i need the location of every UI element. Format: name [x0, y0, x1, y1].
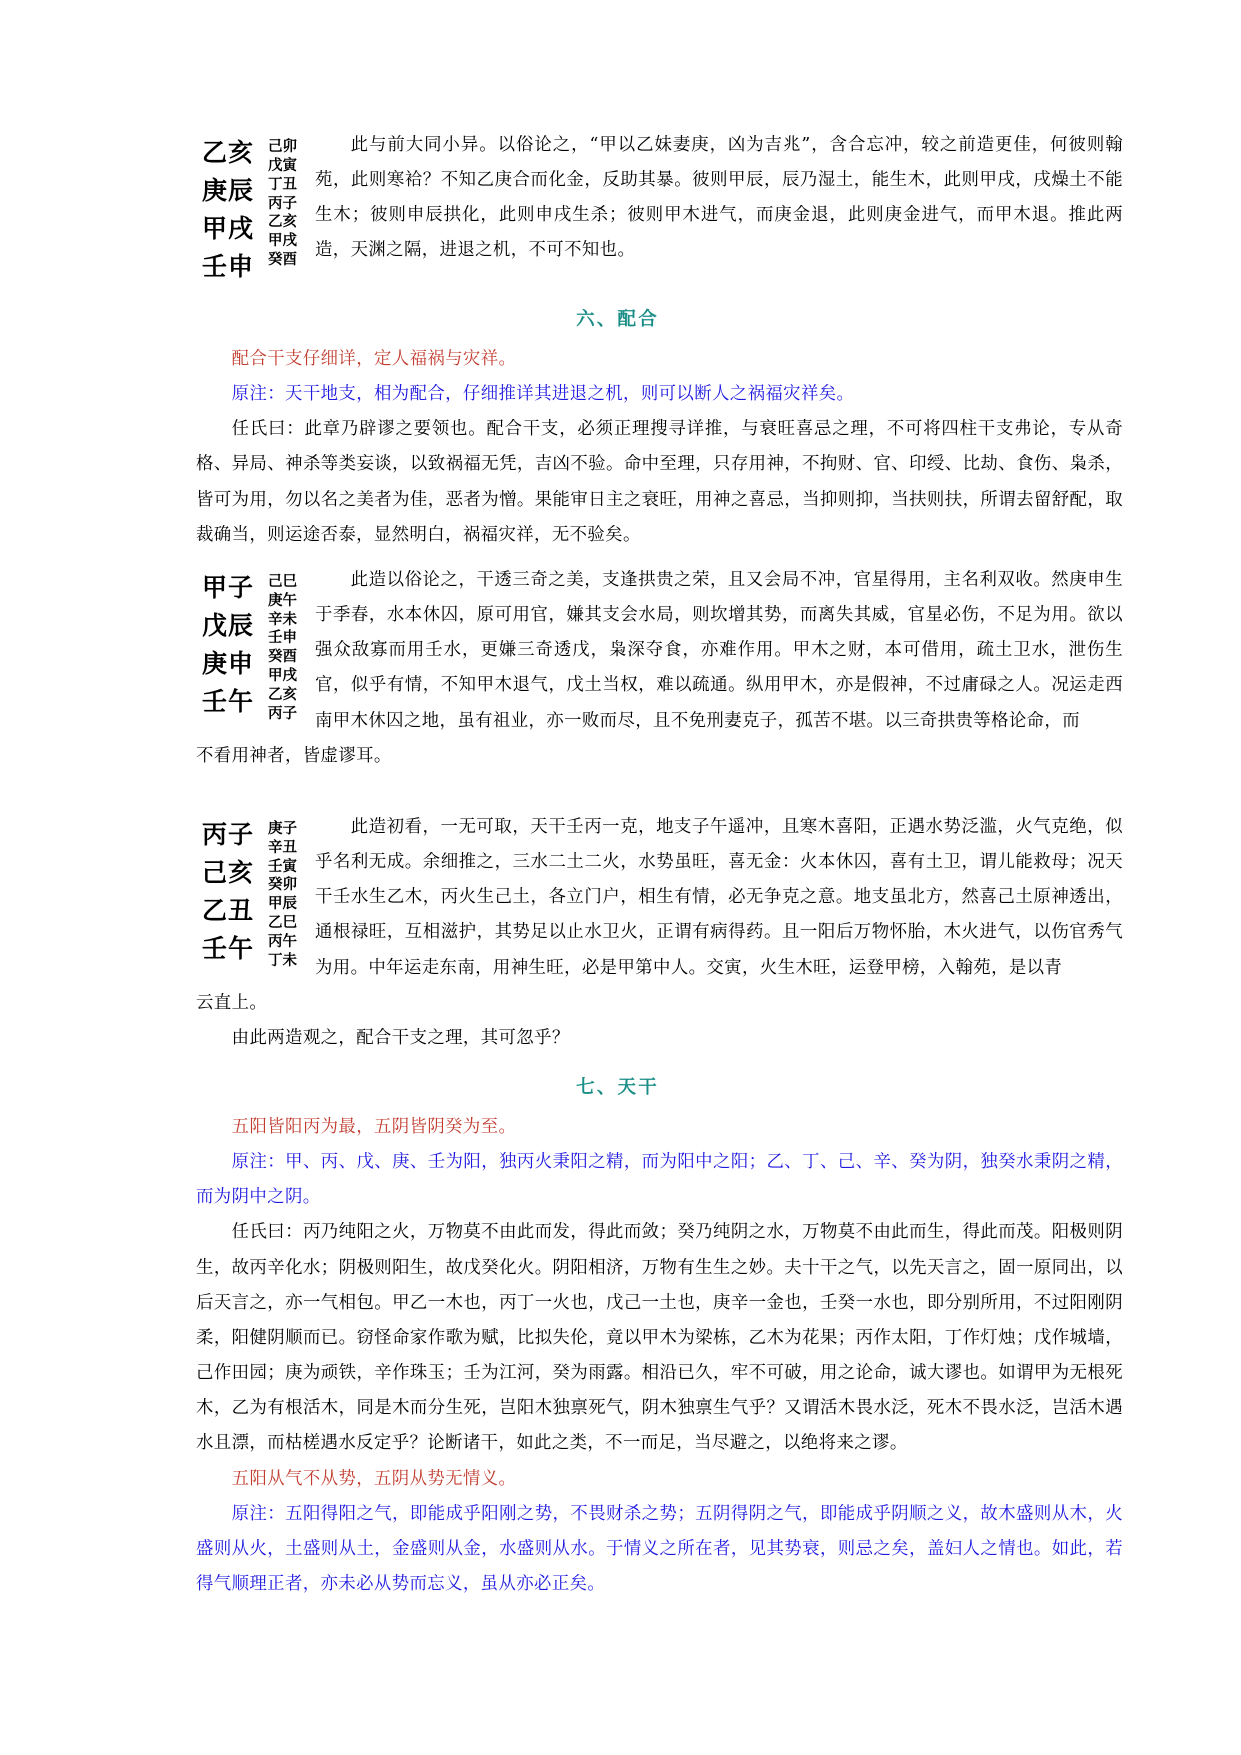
luck-stem: 丁 — [268, 951, 283, 969]
pillar-day: 庚申 — [202, 648, 255, 678]
annotation-tiangan-2: 原注：五阳得阳之气，即能成乎阳刚之势，不畏财杀之势；五阴得阴之气，即能成乎阴顺之义，故木盛则从木，火盛则从火，土盛则从土，金盛则从金，水盛则从水。于情义之所在者，见其势衰，则忌之矣，盖妇人之情也。如此，若得气顺理正者，亦未必从势而忘义，虽从亦必正矣。 — [196, 1503, 1123, 1594]
luck-stem: 甲 — [268, 232, 283, 250]
luck-branch: 亥 — [282, 213, 298, 231]
luck-stem: 辛 — [268, 610, 283, 628]
luck-stem: 甲 — [268, 895, 283, 913]
verse-peihe: 配合干支仔细详，定人福祸与灾祥。 — [231, 349, 517, 369]
luck-stem: 壬 — [268, 857, 283, 875]
annotation-peihe: 原注：天干地支，相为配合，仔细推详其进退之机，则可以断人之祸福灾祥矣。 — [231, 384, 855, 405]
pillar-hour: 壬申 — [202, 252, 255, 281]
pillar-day: 甲戌 — [202, 214, 255, 243]
luck-stem: 壬 — [268, 629, 283, 647]
verse-tiangan-2: 五阳从气不从势，五阴从势无情义。 — [231, 1468, 517, 1489]
verse-tiangan: 五阳皆阳丙为最，五阴皆阴癸为至。 — [231, 1116, 517, 1137]
luck-stem: 乙 — [268, 686, 283, 703]
luck-branch: 丑 — [282, 175, 298, 193]
luck-stem: 乙 — [268, 914, 283, 932]
luck-branch: 亥 — [282, 686, 298, 703]
chart-commentary-3: 此造初看，一无可取，天干壬丙一克，地支子午遥冲，且寒木喜阳，正遇水势泛滥，火气克绝，似乎名利无成。余细推之，三水二土二火，水势虽旺，喜无金：火本休囚，喜有土卫，谓儿能救母；况天干壬水生乙木，丙火生己土，各立门户，相生有情，必无争克之意。地支虽北方，然喜己土原神透出，通根禄旺，互相滋护，其势足以止水卫火，正谓有病得药。且一阳后万物怀胎，木火进气，以伤官秀气为用。中年运走东南，用神生旺，必是甲第中人。交寅，火生木旺，运登甲榜，入翰苑，是以青 — [315, 816, 1123, 978]
pillar-year: 乙亥 — [202, 138, 255, 167]
pillar-month: 己亥 — [202, 857, 255, 887]
spacer — [196, 774, 1123, 800]
luck-stem-column — [268, 820, 283, 971]
chart-commentary-3-tail: 云直上。 — [196, 992, 268, 1013]
luck-stem: 乙 — [268, 213, 283, 231]
luck-stem: 丙 — [268, 704, 283, 722]
four-pillars-3 — [202, 816, 254, 968]
luck-branch: 寅 — [282, 156, 298, 174]
luck-stem-column — [268, 573, 283, 724]
luck-branch: 丑 — [282, 838, 298, 856]
bazi-chart-3 — [202, 816, 297, 971]
chart-block-1 — [196, 128, 1123, 288]
luck-branch-column — [283, 820, 298, 971]
luck-stem: 己 — [268, 572, 283, 590]
pillar-year: 丙子 — [202, 819, 255, 849]
chart-commentary-2: 此造以俗论之，干透三奇之美，支逢拱贵之荣，且又会局不冲，官星得用，主名利双收。然庚申生于季春，水本休囚，原可用官，嫌其支会水局，则坎增其势，而离失其威，官星必伤，不足为用。欲以强众敌寡而用壬水，更嫌三奇透戊，枭深夺食，亦难作用。甲木之财，本可借用，疏土卫水，泄伤生官，似乎有情，不知甲木退气，戊土当权，难以疏通。纵用甲木，亦是假神，不过庸碌之人。况运走西南甲木休囚之地，虽有祖业，亦一败而尽，且不免刑妻克子，孤苦不堪。以三奇拱贵等格论命，而 — [315, 569, 1123, 731]
luck-branch-column — [283, 138, 298, 270]
chart-commentary-1: 此与前大同小异。以俗论之，“甲以乙妹妻庚，凶为吉兆”，含合忘冲，较之前造更佳，何彼则翰苑，此则寒袷？不知乙庚合而化金，反助其暴。彼则甲辰，辰乃湿土，能生木，此则甲戌，戌燥土不能生木；彼则申辰拱化，此则申戌生杀；彼则甲木进气，而庚金退，此则庚金进气，而甲木退。推此两造，天渊之隔，进退之机，不可不知也。 — [315, 135, 1123, 261]
four-pillars-2 — [202, 569, 254, 721]
luck-branch-column — [283, 573, 298, 724]
pillar-day: 乙丑 — [202, 895, 255, 925]
luck-branch: 辰 — [282, 895, 298, 913]
luck-stem: 丙 — [268, 194, 283, 212]
luck-branch: 子 — [282, 819, 298, 837]
section-heading-tiangan: 七、天干 — [576, 1076, 659, 1098]
commentary-tiangan: 任氏曰：丙乃纯阳之火，万物莫不由此而发，得此而敛；癸乃纯阴之水，万物莫不由此而生，得此而茂。阳极则阴生，故丙辛化水；阴极则阳生，故戊癸化火。阴阳相济，万物有生生之妙。夫十干之气，以先天言之，固一原同出，以后天言之，亦一气相包。甲乙一木也，丙丁一火也，戊己一土也，庚辛一金也，壬癸一水也，即分别所用，不过阳刚阴柔，阳健阴顺而已。窃怪命家作歌为赋，比拟失伦，竟以甲木为梁栋，乙木为花果；丙作太阳，丁作灯烛；戊作城墙，己作田园；庚为顽铁，辛作珠玉；壬为江河，癸为雨露。相沿已久，牢不可破，用之论命，诚大谬也。如谓甲为无根死木，乙为有根活木，同是木而分生死，岂阳木独禀死气，阴木独禀生气乎？又谓活木畏水泛，死木不畏水泛，岂活木遇水且漂，而枯槎遇水反定乎？论断诸干，如此之类，不一而足，当尽避之，以绝将来之谬。 — [196, 1222, 1123, 1454]
luck-stem: 癸 — [268, 648, 283, 666]
luck-pillars-2 — [268, 573, 297, 724]
luck-stem: 庚 — [268, 591, 283, 609]
four-pillars-1 — [202, 134, 254, 286]
luck-branch: 午 — [282, 932, 298, 950]
luck-branch: 卯 — [282, 138, 298, 155]
luck-branch: 午 — [282, 591, 298, 609]
luck-branch: 戌 — [282, 667, 298, 685]
pillar-year: 甲子 — [202, 572, 255, 602]
luck-stem: 戊 — [268, 156, 283, 174]
commentary-peihe: 任氏曰：此章乃辟谬之要领也。配合干支，必须正理搜寻详推，与衰旺喜忌之理，不可将四柱干支弗论，专从奇格、异局、神杀等类妄谈，以致祸福无凭，吉凶不验。命中至理，只存用神，不拘财、官、印绶、比劫、食伤、枭杀，皆可为用，勿以名之美者为佳，恶者为憎。果能审日主之衰旺，用神之喜忌，当抑则抑，当扶则扶，所谓去留舒配，取裁确当，则运途否泰，显然明白，祸福灾祥，无不验矣。 — [196, 419, 1123, 545]
luck-branch: 酉 — [282, 251, 298, 269]
luck-stem-column — [268, 138, 283, 270]
luck-branch: 未 — [282, 610, 298, 628]
luck-pillars-3 — [268, 820, 297, 971]
luck-stem: 丙 — [268, 932, 283, 950]
luck-branch: 子 — [282, 704, 298, 722]
bazi-chart-2 — [202, 569, 297, 724]
luck-branch: 卯 — [282, 876, 298, 894]
luck-branch: 巳 — [282, 914, 298, 932]
luck-stem: 癸 — [268, 251, 283, 269]
luck-branch: 巳 — [282, 572, 298, 590]
luck-stem: 癸 — [268, 876, 283, 894]
annotation-tiangan: 原注：甲、丙、戊、庚、壬为阳，独丙火秉阳之精，而为阳中之阳；乙、丁、己、辛、癸为阴，独癸水秉阴之精，而为阴中之阴。 — [196, 1152, 1123, 1208]
luck-branch: 子 — [282, 194, 298, 212]
pillar-hour: 壬午 — [202, 933, 255, 963]
chart-block-2 — [196, 563, 1123, 739]
chart-commentary-2-tail: 不看用神者，皆虚谬耳。 — [196, 745, 392, 766]
luck-stem: 辛 — [268, 838, 283, 856]
pillar-hour: 壬午 — [202, 686, 255, 716]
luck-stem: 己 — [268, 138, 283, 155]
luck-branch: 戌 — [282, 232, 298, 250]
luck-branch: 酉 — [282, 648, 298, 666]
pillar-month: 戊辰 — [202, 610, 255, 640]
luck-branch: 申 — [282, 629, 298, 647]
chart-block-3 — [196, 810, 1123, 986]
luck-stem: 丁 — [268, 175, 283, 193]
bazi-chart-1 — [202, 134, 297, 286]
closing-peihe: 由此两造观之，配合干支之理，其可忽乎？ — [231, 1027, 570, 1048]
luck-stem: 庚 — [268, 819, 283, 837]
luck-stem: 甲 — [268, 667, 283, 685]
luck-pillars-1 — [268, 138, 297, 270]
luck-branch: 寅 — [282, 857, 298, 875]
section-heading-peihe: 六、配合 — [576, 309, 659, 330]
luck-branch: 未 — [282, 951, 298, 969]
pillar-month: 庚辰 — [202, 176, 255, 205]
